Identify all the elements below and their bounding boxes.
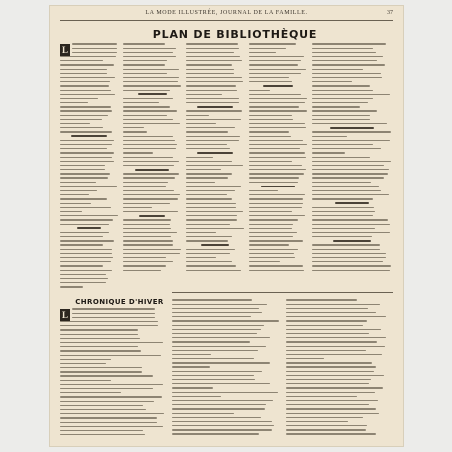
- magazine-page: [50, 6, 403, 446]
- article-title: PLAN DE BIBLIOTHÈQUE: [152, 28, 318, 41]
- article-dropcap: L: [61, 45, 68, 55]
- header-rule: [60, 20, 393, 21]
- text-line: [186, 268, 244, 272]
- section-rule: [172, 292, 393, 293]
- text-line: [249, 268, 307, 272]
- chronicle-column-2: [172, 298, 280, 439]
- text-column-4: [249, 42, 307, 274]
- chronicle-column-3: [286, 298, 392, 439]
- text-line: [286, 432, 392, 436]
- text-line: [312, 268, 392, 272]
- text-column-5: [312, 42, 392, 274]
- text-column-3: [186, 42, 244, 274]
- text-line: [172, 432, 280, 436]
- chronicle-title: CHRONIQUE D'HIVER: [75, 298, 164, 306]
- text-line: [123, 268, 181, 272]
- page-number: 37: [387, 10, 393, 16]
- chronicle-column-1: [60, 307, 166, 439]
- text-column-2: [123, 42, 181, 274]
- chronicle-dropcap: L: [61, 310, 68, 320]
- running-head: LA MODE ILLUSTRÉE, JOURNAL DE LA FAMILLE.: [145, 10, 308, 16]
- text-column-1: [60, 42, 118, 292]
- text-line: [60, 433, 166, 437]
- text-line: [60, 285, 118, 289]
